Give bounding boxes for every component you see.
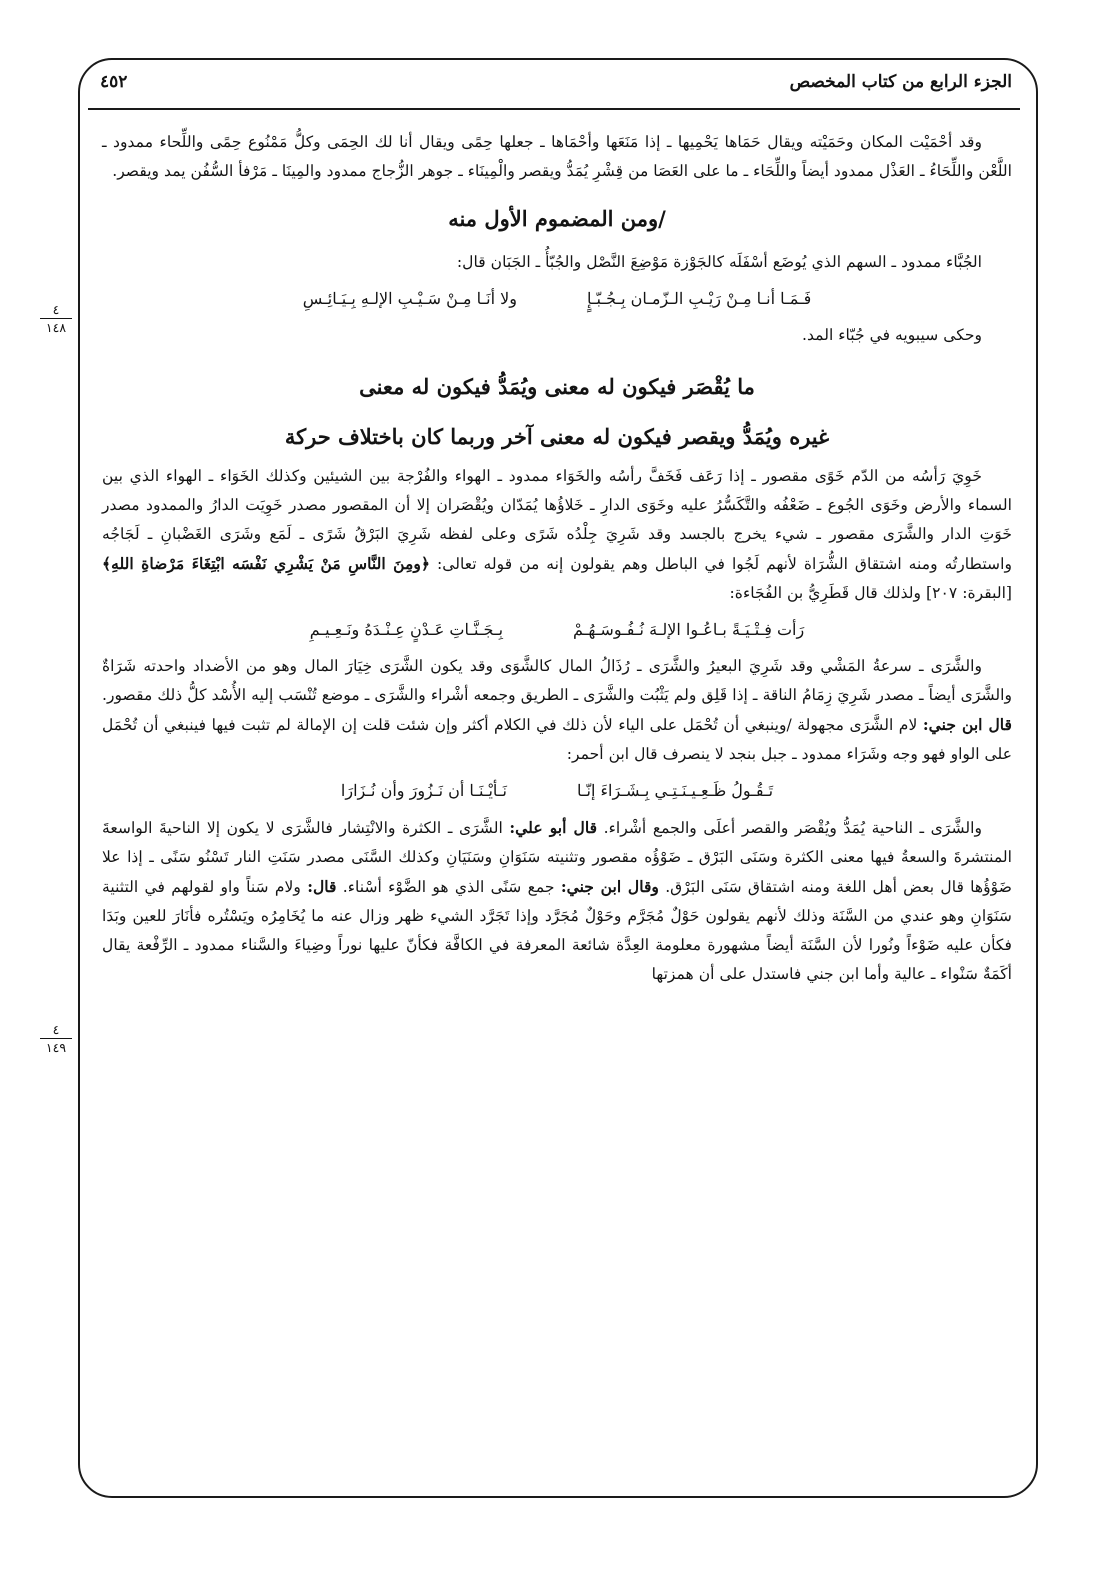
- poetry-verse: [102, 775, 1012, 807]
- margin-reference-148: ٤ ١٤٨: [40, 302, 72, 335]
- poetry-verse: [102, 614, 1012, 646]
- verse-first-hemistich: رَأت فِـتْـيَـةً بـاعُـوا الإلـهَ نُـفُـوسَـهُـمْ: [573, 620, 805, 639]
- header-rule: [88, 108, 1020, 110]
- margin-reference-149: ٤ ١٤٩: [40, 1022, 72, 1055]
- chapter-heading: ما يُقْصَر فيكون له معنى ويُمَدُّ فيكون له معنى: [359, 374, 755, 399]
- paragraph: وحكى سيبويه في جُبّاء المد.: [802, 326, 982, 344]
- verse-second-hemistich: نَـأيْـنَـا أن نَـزُورَ وأن نُـزَارَا: [340, 781, 507, 800]
- page-number: ٤٥٢: [100, 72, 128, 92]
- paragraph: الجُبَّاء ممدود ـ السهم الذي يُوضَع أسْفَلَه كالجَوْزة مَوْضِعَ النَّصْل والجُبّأُ ـ الجَبَان قال:: [456, 253, 982, 271]
- section-heading: /ومن المضموم الأول منه: [448, 206, 666, 231]
- paragraph: خَوِيَ رَأسُه من الدّم خَوًى مقصور ـ إذا رَعَف فَخَفَّ رأسُه والخَوَاء ممدود ـ الهواء والفُرْجة بين الشيئين وكذلك الخَوَاء ـ الهواء الذي بين السماء والأرض وخَوَى الجُوع ـ ضَعْفُه والتَّكَسُّرُ عليه وخَوَى الدارِ ـ خَلاؤُها يُمَدّان ويُقْصَران إلا أن المقصور مصدر خَوِيَت الدارُ والممدود مصدر خَوَتِ الدار والشَّرَى مقصور ـ شيء يخرج بالجسد وقد شَرِيَ جِلْدُه شَرًى وعلى لفظه شَرِيَ البَرْقُ شَرًى ـ لَمَع وشَرَى الغَضْبانِ ـ لَجَاجُه واستطارتُه ومنه اشتقاق الشُّرَاة لأنهم لَجُوا في الباطل وهم يقولون إنه من قوله تعالى: ﴿ومِنَ النَّاسِ مَنْ يَشْرِي نَفْسَه ابْتِغَاءَ مَرْضاةِ اللهِ﴾ [البقرة: ٢٠٧] ولذلك قال قَطَرِيُّ بن الفُجَاءة:: [102, 467, 1012, 602]
- quran-quote: ﴿ومِنَ النَّاسِ مَنْ يَشْرِي نَفْسَه ابْتِغَاءَ مَرْضاةِ اللهِ﴾: [102, 554, 431, 573]
- citation-label: قال:: [307, 877, 337, 896]
- verse-first-hemistich: فَـمَـا أنـا مِـنْ رَيْـبِ الـزّمـان بِـجُـبّـإٍ: [586, 289, 812, 308]
- running-header: [100, 72, 1012, 100]
- poetry-verse: [102, 283, 1012, 315]
- verse-first-hemistich: تَـقُـولُ ظَـعِـيـنَـتِـي بِـشَـرَاءَ إنّـا: [576, 781, 774, 800]
- verse-second-hemistich: ولا أنَـا مِـنْ سَـيْـبِ الإلـهِ بِـيَـائِـسِ: [302, 289, 517, 308]
- citation-label: قال ابن جني:: [922, 715, 1012, 734]
- paragraph: وقد أحْمَيْت المكان وحَمَيْته ويقال حَمَاها يَحْمِيها ـ إذا مَنَعَها وأحْمَاها ـ جعلها حِمًى ويقال أنا لك الحِمَى وكلُّ مَمْنُوع حِمًى واللِّحاء ممدود ـ اللَّعْن واللِّحَاءُ ـ العَذْل ممدود أيضاً واللِّحَاء ـ ما على العَصَا من قِشْرِ يُمَدُّ ويقصر والْمِينَاء ـ جوهر الزُّجاج ممدود والمِينَا ـ مَرْفأ السُّفُن يمد ويقصر.: [102, 133, 1012, 180]
- book-title: الجزء الرابع من كتاب المخصص: [789, 72, 1012, 92]
- chapter-subheading: غيره ويُمَدُّ ويقصر فيكون له معنى آخر وربما كان باختلاف حركة: [284, 424, 830, 449]
- citation-label: وقال ابن جني:: [560, 877, 659, 896]
- paragraph: والشَّرَى ـ الناحية يُمَدُّ ويُقْصَر والقصر أعلَى والجمع أشْراء. قال أبو علي: الشَّرَى ـ الكثرة والانْتِشار فالشَّرَى لا يكون إلا الناحيةَ الواسعةَ المنتشرةَ والسعةُ فيها معنى الكثرة وسَنَى البَرْق ـ ضَوْؤُه مقصور وتثنيته سَنَوَانِ وسَنَيَانِ وكذلك السَّنَى مصدر سَنَتِ النار تَسْنُو سَنًى ـ إذا علا ضَوْؤُها قال بعض أهل اللغة ومنه اشتقاق سَنَى البَرْق. وقال ابن جني: جمع سَنًى الذي هو الضَّوْء أسْناء. قال: ولام سَناً واو لقولهم في التثنية سَنَوَانِ وهو عندي من السَّنَة وذلك لأنهم يقولون حَوْلٌ مُجَرَّم وحَوْلٌ مُجَرَّد وإذا تَجَرَّد الشيء ظهر وزال عنه ما يُخَامِرُه ويَسْتُره فأنَارَ للعين وبَدَا فكأن عليه ضَوْءاً ونُورا لأن السَّنَة أيضاً مشهورة معلومة العِدَّة شائعة المعرفة في الكافَّة فكأنّ عليها نوراً وضِياءَ والسَّناء ممدود ـ الرِّفْعة يقال أكَمَةٌ سَنْواء ـ عالية وأما ابن جني فاستدل على أن همزتها: [102, 818, 1012, 983]
- citation-label: قال أبو علي:: [509, 818, 598, 837]
- verse-second-hemistich: بِـجَـنَّـاتِ عَـدْنٍ عِـنْـدَهُ ونَـعِـيـمِ: [309, 620, 504, 639]
- page-body: [102, 128, 1012, 989]
- paragraph: والشَّرَى ـ سرعةُ المَشْي وقد شَرِيَ البعيرُ والشَّرَى ـ رُذَالُ المال كالشَّوَى وقد يكون الشَّرَى خِيَارَ المال وهو من الأضداد واحدته شَرَاةٌ والشَّرَى أيضاً ـ مصدر شَرِيَ زِمَامُ الناقة ـ إذا قَلِق ولم يَثْبُت والشَّرَى ـ الطريق وجمعه أشْراء والشَّرَى ـ موضع تُنْسَب إليه الأُسْد كلُّ ذلك مقصور. قال ابن جني: لام الشَّرَى مجهولة /وينبغي أن تُحْمَل على الياء لأن ذلك في الكلام أكثر وإن شئت قلت إن الإمالة لم تثبت فيها فينبغي أن تُحْمَل على الواو فهو وجه وشَرَاء ممدود ـ جبل بنجد لا ينصرف قال ابن أحمر:: [102, 657, 1012, 763]
